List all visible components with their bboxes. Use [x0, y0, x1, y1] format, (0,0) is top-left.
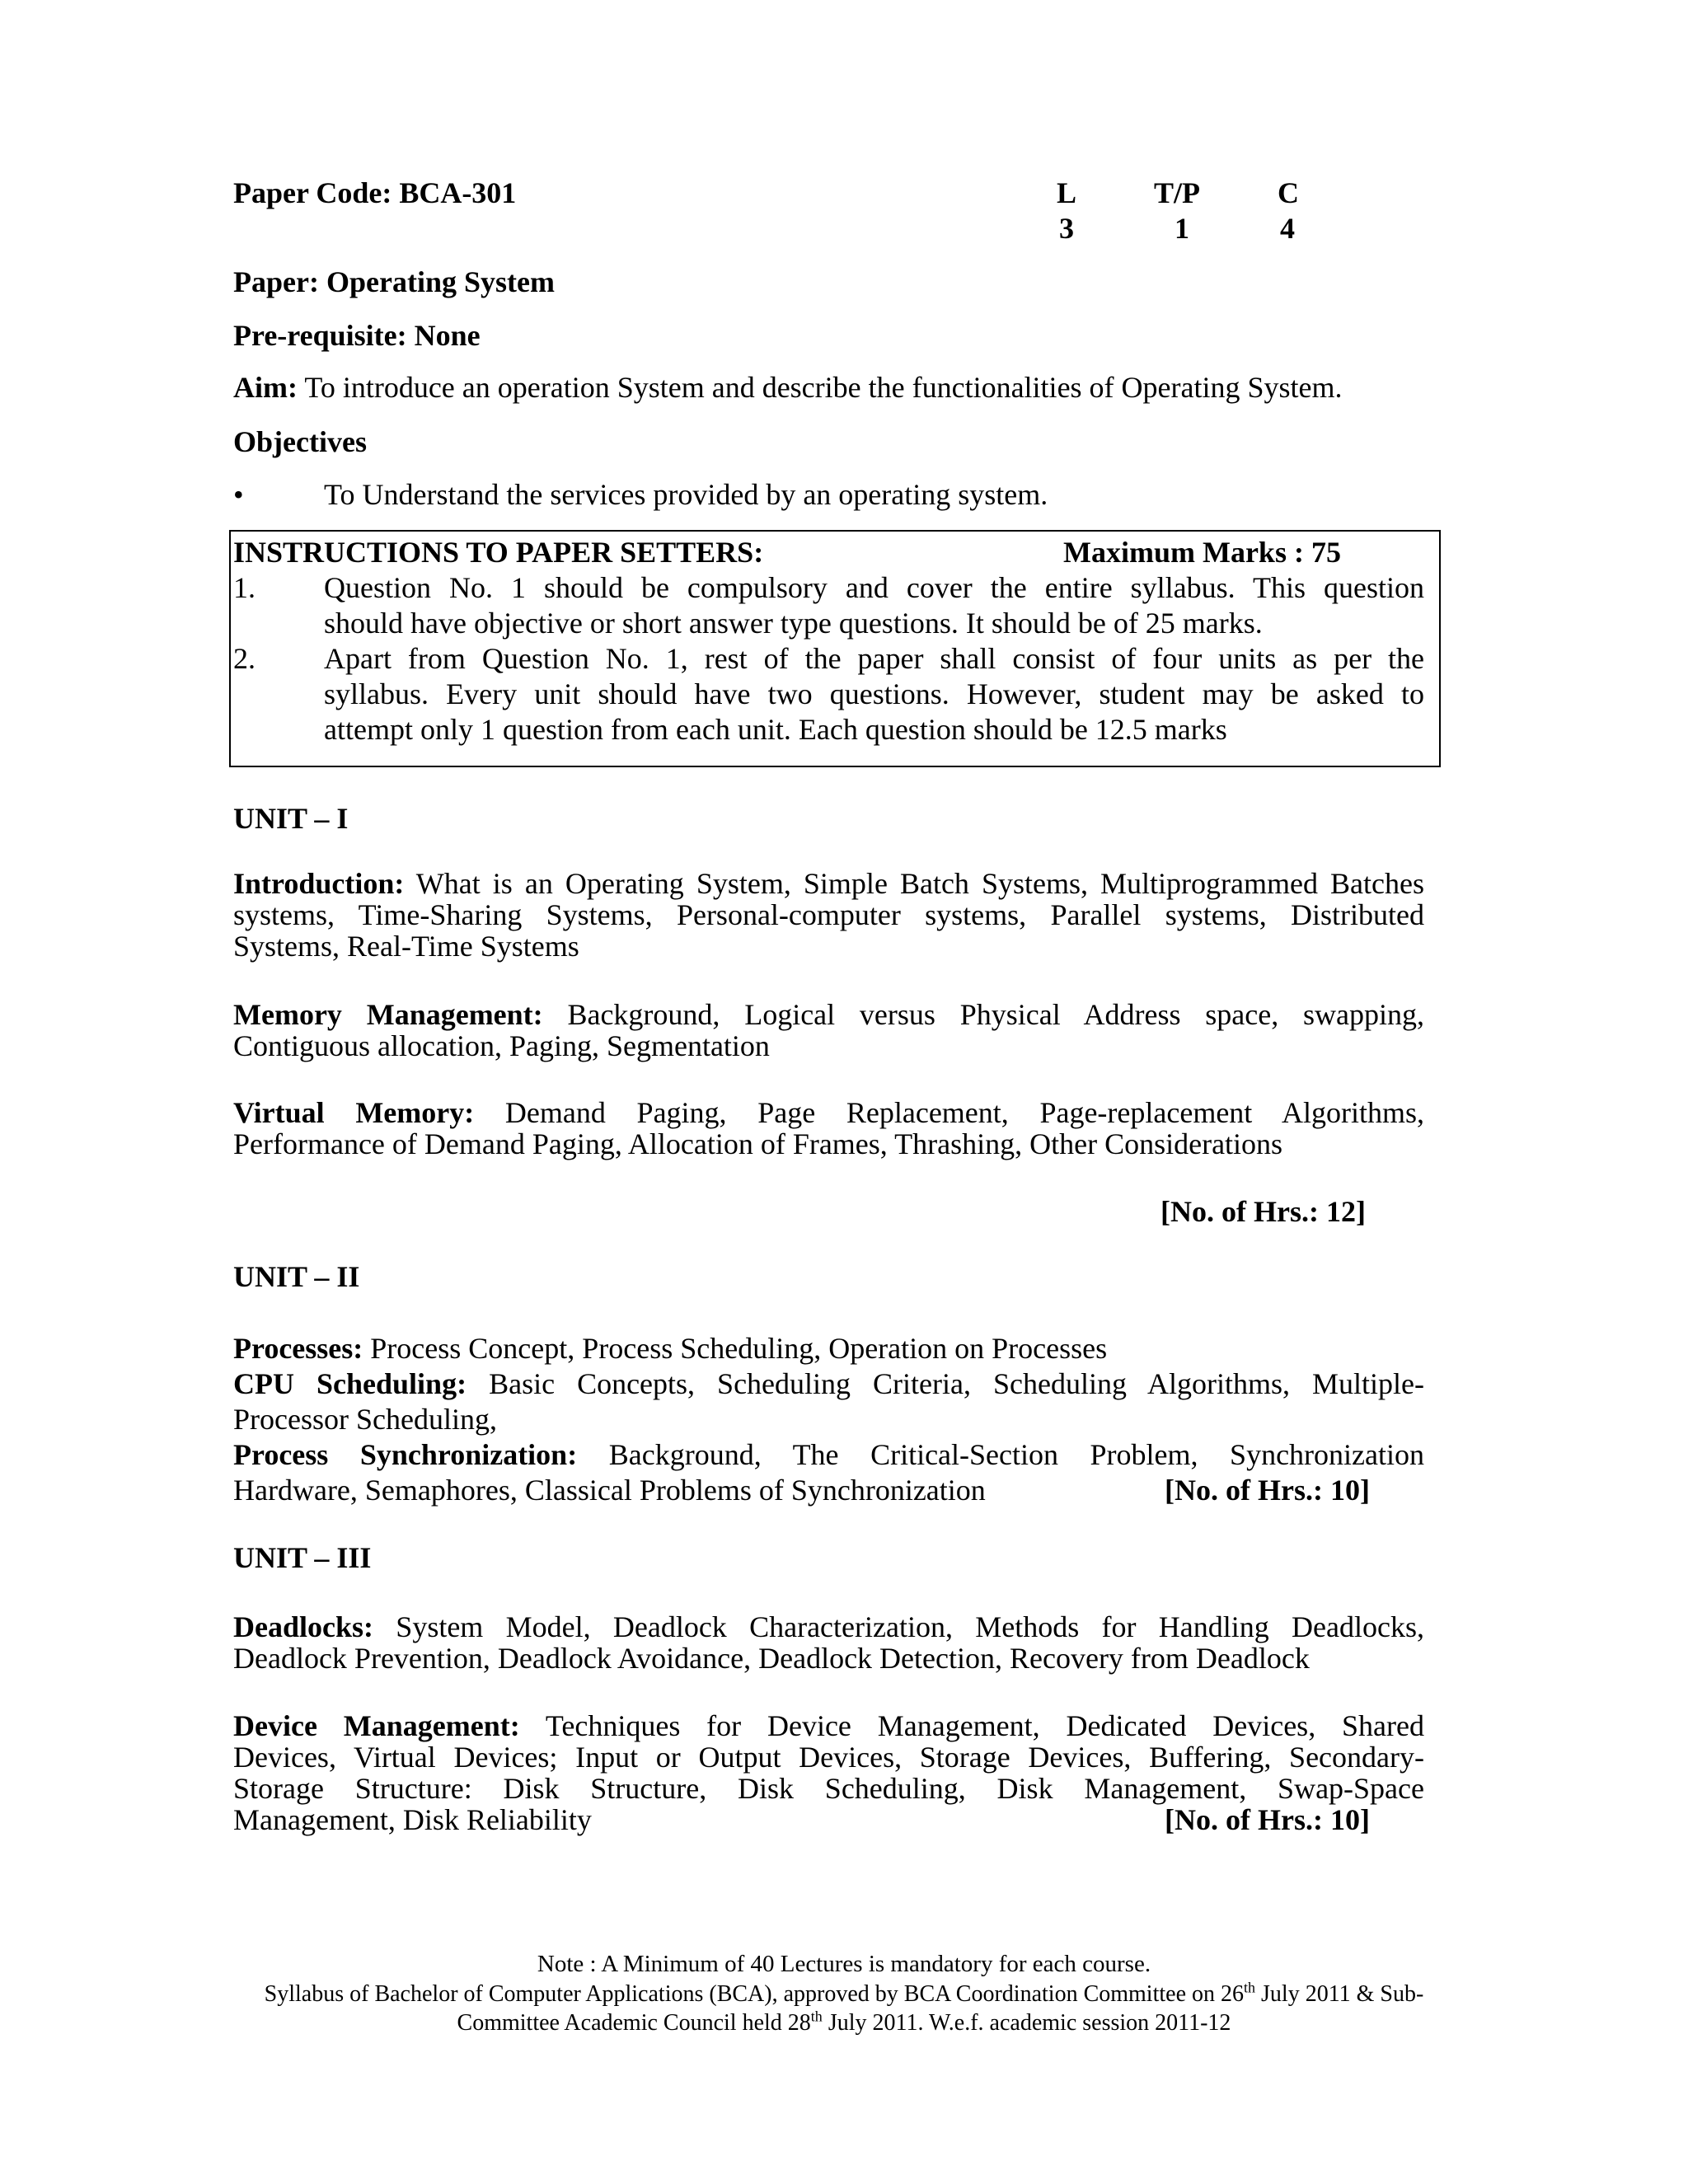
instruction-number-1: 1. — [233, 571, 256, 604]
paper-value: Operating System — [326, 265, 555, 298]
unit-3-device-line-3: Storage Structure: Disk Structure, Disk Scheduling, Disk Management, Swap-Space — [233, 1772, 1424, 1805]
objectives-title: Objectives — [233, 425, 367, 458]
paper-code-value: BCA-301 — [399, 176, 517, 209]
col-header-l: L — [1057, 176, 1077, 209]
unit-1-introduction-line-2: systems, Time-Sharing Systems, Personal-computer systems, Parallel systems, Distributed — [233, 898, 1424, 931]
process-synchronization-text-1: Background, The Critical-Section Problem, Synchronization — [608, 1438, 1425, 1471]
paper-code — [233, 177, 516, 210]
unit-1-introduction-line-3: Systems, Real-Time Systems — [233, 930, 579, 963]
unit-2-title: UNIT – II — [233, 1260, 360, 1293]
unit-2-sync-line-1 — [233, 1439, 1424, 1470]
unit-2-cpu-line-1 — [233, 1368, 1424, 1399]
virtual-memory-text-1: Demand Paging, Page Replacement, Page-replacement Algorithms, — [504, 1096, 1424, 1129]
prereq-value: None — [414, 319, 481, 352]
unit-3-hours: [No. of Hrs.: 10] — [1165, 1803, 1370, 1836]
cpu-scheduling-label: CPU Scheduling: — [233, 1367, 467, 1400]
deadlocks-label: Deadlocks: — [233, 1610, 373, 1643]
footer-line-3-b: July 2011. W.e.f. academic session 2011-12 — [822, 2010, 1231, 2036]
instruction-2-line-3: attempt only 1 question from each unit. Each question should be 12.5 marks — [324, 713, 1227, 746]
virtual-memory-label: Virtual Memory: — [233, 1096, 475, 1129]
processes-text: Process Concept, Process Scheduling, Operation on Processes — [370, 1332, 1108, 1365]
unit-2-cpu-line-2: Processor Scheduling, — [233, 1403, 497, 1436]
aim-label: Aim: — [233, 371, 298, 404]
unit-1-memory-line-2: Contiguous allocation, Paging, Segmentation — [233, 1029, 770, 1062]
prerequisite — [233, 320, 481, 353]
maximum-marks: Maximum Marks : 75 — [1063, 536, 1341, 569]
unit-2-sync-line-2: Hardware, Semaphores, Classical Problems of Synchronization — [233, 1474, 986, 1507]
introduction-label: Introduction: — [233, 867, 405, 900]
instruction-1-line-1: Question No. 1 should be compulsory and cover the entire syllabus. This question — [324, 571, 1424, 604]
footer-line-3-a: Committee Academic Council held 28 — [457, 2010, 811, 2036]
memory-management-text-1: Background, Logical versus Physical Address space, swapping, — [567, 998, 1424, 1031]
introduction-text-1: What is an Operating System, Simple Batch Systems, Multiprogrammed Batches — [415, 867, 1424, 900]
unit-1-hours: [No. of Hrs.: 12] — [1160, 1195, 1366, 1228]
col-header-tp: T/P — [1154, 176, 1201, 209]
prereq-label: Pre-requisite: — [233, 319, 407, 352]
deadlocks-text-1: System Model, Deadlock Characterization, Methods for Handling Deadlocks, — [396, 1610, 1425, 1643]
memory-management-label: Memory Management: — [233, 998, 543, 1031]
unit-3-device-line-1 — [233, 1710, 1424, 1741]
col-value-l: 3 — [1059, 212, 1074, 245]
processes-label: Processes: — [233, 1332, 363, 1365]
unit-1-title: UNIT – I — [233, 802, 349, 835]
col-value-c: 4 — [1280, 212, 1295, 245]
paper-code-label: Paper Code: — [233, 176, 392, 209]
unit-3-deadlocks-line-2: Deadlock Prevention, Deadlock Avoidance, Deadlock Detection, Recovery from Deadlock — [233, 1642, 1310, 1675]
unit-2-hours: [No. of Hrs.: 10] — [1165, 1474, 1370, 1507]
unit-3-title: UNIT – III — [233, 1541, 372, 1574]
footer-line-2-sup: th — [1244, 1979, 1256, 1996]
footer-line-2-b: July 2011 & Sub- — [1255, 1981, 1424, 2007]
aim — [233, 372, 1343, 405]
unit-3-device-line-2: Devices, Virtual Devices; Input or Output Devices, Storage Devices, Buffering, Secondary- — [233, 1741, 1424, 1774]
unit-2-processes — [233, 1333, 1107, 1366]
footer-line-3 — [0, 2008, 1688, 2036]
paper-title — [233, 266, 555, 299]
instruction-number-2: 2. — [233, 642, 256, 675]
footer-note: Note : A Minimum of 40 Lectures is mandatory for each course. — [537, 1951, 1151, 1977]
unit-3-deadlocks-line-1 — [233, 1611, 1424, 1643]
objective-1: To Understand the services provided by an operating system. — [324, 478, 1048, 511]
device-management-text-1: Techniques for Device Management, Dedicated Devices, Shared — [545, 1709, 1424, 1742]
bullet: • — [233, 478, 244, 511]
unit-1-virtual-memory-line-2: Performance of Demand Paging, Allocation of Frames, Thrashing, Other Considerations — [233, 1127, 1283, 1160]
col-header-c: C — [1278, 176, 1299, 209]
unit-1-memory-line-1 — [233, 999, 1424, 1030]
instruction-1-line-2: should have objective or short answer type questions. It should be of 25 marks. — [324, 607, 1263, 640]
aim-text: To introduce an operation System and describe the functionalities of Operating System. — [304, 371, 1343, 404]
instruction-2-line-1: Apart from Question No. 1, rest of the paper shall consist of four units as per the — [324, 642, 1424, 675]
col-value-tp: 1 — [1175, 212, 1189, 245]
paper-label: Paper: — [233, 265, 319, 298]
device-management-label: Device Management: — [233, 1709, 520, 1742]
unit-1-virtual-memory-line-1 — [233, 1097, 1424, 1128]
footer-line-2-a: Syllabus of Bachelor of Computer Applications (BCA), approved by BCA Coordination Committee on 26 — [264, 1981, 1244, 2007]
footer-line-3-sup: th — [810, 2008, 823, 2025]
unit-3-device-line-4: Management, Disk Reliability — [233, 1803, 592, 1836]
footer-line-2 — [0, 1979, 1688, 2008]
unit-1-introduction-line-1 — [233, 868, 1424, 899]
instructions-title: INSTRUCTIONS TO PAPER SETTERS: — [233, 536, 764, 569]
cpu-scheduling-text-1: Basic Concepts, Scheduling Criteria, Scheduling Algorithms, Multiple- — [489, 1367, 1425, 1400]
instruction-2-line-2: syllabus. Every unit should have two questions. However, student may be asked to — [324, 677, 1424, 710]
process-synchronization-label: Process Synchronization: — [233, 1438, 578, 1471]
